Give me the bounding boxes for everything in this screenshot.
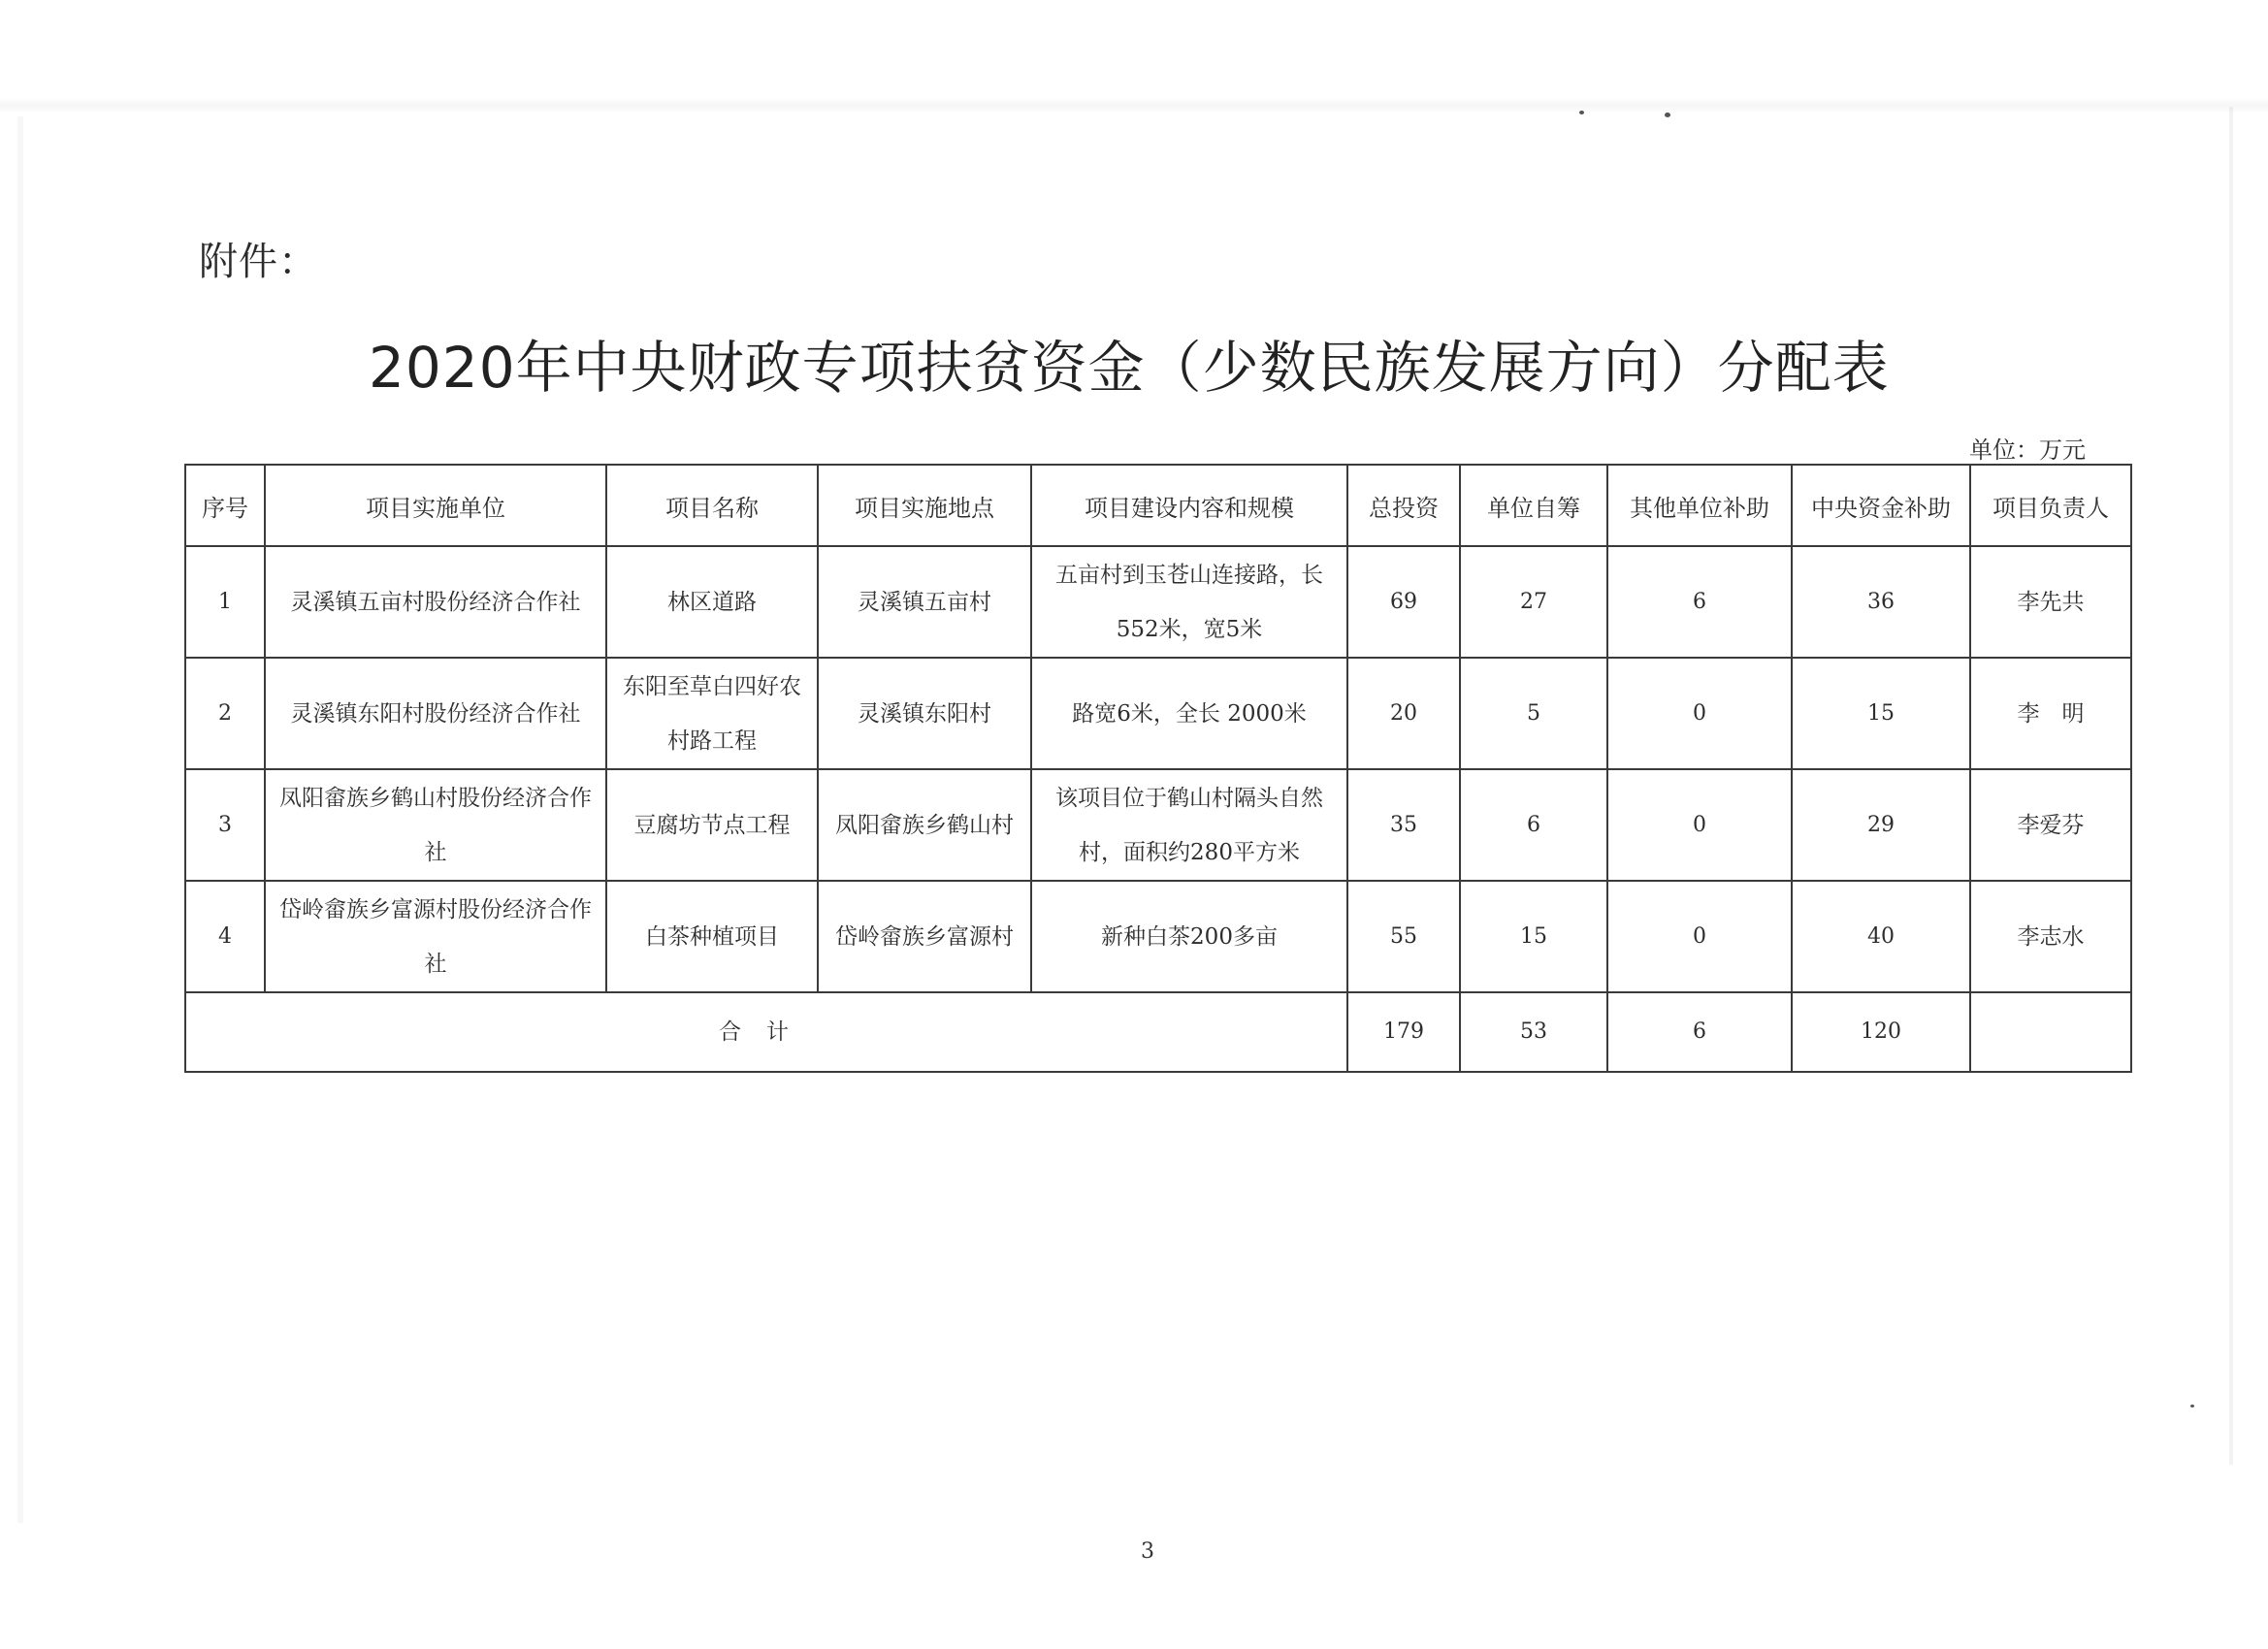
column-header: 项目负责人 [1970, 465, 2131, 546]
project-content: 该项目位于鹤山村隔头自然村，面积约280平方米 [1031, 769, 1347, 881]
other-subsidy: 0 [1607, 769, 1792, 881]
central-subsidy: 15 [1792, 658, 1970, 769]
self-funded: 6 [1460, 769, 1607, 881]
total-investment: 69 [1347, 546, 1460, 658]
project-manager [1970, 992, 2131, 1072]
table-header-row [185, 465, 2131, 546]
other-subsidy: 0 [1607, 658, 1792, 769]
scan-shadow-top [0, 97, 2268, 114]
self-funded: 15 [1460, 881, 1607, 992]
page-number: 3 [1141, 1539, 1154, 1564]
column-header: 序号 [185, 465, 265, 546]
scan-speck [1579, 111, 1584, 114]
self-funded: 53 [1460, 992, 1607, 1072]
implementing-unit: 灵溪镇东阳村股份经济合作社 [265, 658, 606, 769]
column-header: 项目名称 [606, 465, 818, 546]
total-label: 合计 [185, 992, 1347, 1072]
project-manager: 李 明 [1970, 658, 2131, 769]
implementing-unit: 凤阳畲族乡鹤山村股份经济合作社 [265, 769, 606, 881]
scan-shadow-left [17, 116, 23, 1523]
total-investment: 55 [1347, 881, 1460, 992]
implementing-unit: 岱岭畲族乡富源村股份经济合作社 [265, 881, 606, 992]
self-funded: 27 [1460, 546, 1607, 658]
column-header: 项目建设内容和规模 [1031, 465, 1347, 546]
other-subsidy: 0 [1607, 881, 1792, 992]
project-location: 岱岭畲族乡富源村 [818, 881, 1031, 992]
other-subsidy: 6 [1607, 546, 1792, 658]
table-row [185, 546, 2131, 658]
central-subsidy: 120 [1792, 992, 1970, 1072]
table-row [185, 769, 2131, 881]
scan-speck [1665, 113, 1670, 117]
total-row [185, 992, 2131, 1072]
project-location: 灵溪镇五亩村 [818, 546, 1031, 658]
project-name: 林区道路 [606, 546, 818, 658]
table-row [185, 658, 2131, 769]
allocation-table [184, 464, 2132, 1073]
project-manager: 李爱芬 [1970, 769, 2131, 881]
central-subsidy: 29 [1792, 769, 1970, 881]
project-name: 白茶种植项目 [606, 881, 818, 992]
column-header: 项目实施地点 [818, 465, 1031, 546]
column-header: 单位自筹 [1460, 465, 1607, 546]
central-subsidy: 36 [1792, 546, 1970, 658]
column-header: 总投资 [1347, 465, 1460, 546]
other-subsidy: 6 [1607, 992, 1792, 1072]
central-subsidy: 40 [1792, 881, 1970, 992]
column-header: 其他单位补助 [1607, 465, 1792, 546]
scan-speck [2190, 1405, 2194, 1407]
project-content: 五亩村到玉苍山连接路，长552米，宽5米 [1031, 546, 1347, 658]
project-location: 灵溪镇东阳村 [818, 658, 1031, 769]
project-name: 东阳至草白四好农村路工程 [606, 658, 818, 769]
row-number: 1 [185, 546, 265, 658]
total-investment: 35 [1347, 769, 1460, 881]
column-header: 中央资金补助 [1792, 465, 1970, 546]
total-investment: 20 [1347, 658, 1460, 769]
attachment-label: 附件： [199, 240, 318, 284]
row-number: 4 [185, 881, 265, 992]
row-number: 2 [185, 658, 265, 769]
total-investment: 179 [1347, 992, 1460, 1072]
self-funded: 5 [1460, 658, 1607, 769]
project-location: 凤阳畲族乡鹤山村 [818, 769, 1031, 881]
column-header: 项目实施单位 [265, 465, 606, 546]
table-row [185, 881, 2131, 992]
project-content: 路宽6米，全长 2000米 [1031, 658, 1347, 769]
implementing-unit: 灵溪镇五亩村股份经济合作社 [265, 546, 606, 658]
scan-shadow-right [2229, 107, 2233, 1465]
document-title: 2020年中央财政专项扶贫资金（少数民族发展方向）分配表 [369, 335, 1890, 401]
project-name: 豆腐坊节点工程 [606, 769, 818, 881]
row-number: 3 [185, 769, 265, 881]
project-content: 新种白茶200多亩 [1031, 881, 1347, 992]
unit-label: 单位：万元 [1969, 436, 2086, 464]
project-manager: 李先共 [1970, 546, 2131, 658]
project-manager: 李志水 [1970, 881, 2131, 992]
